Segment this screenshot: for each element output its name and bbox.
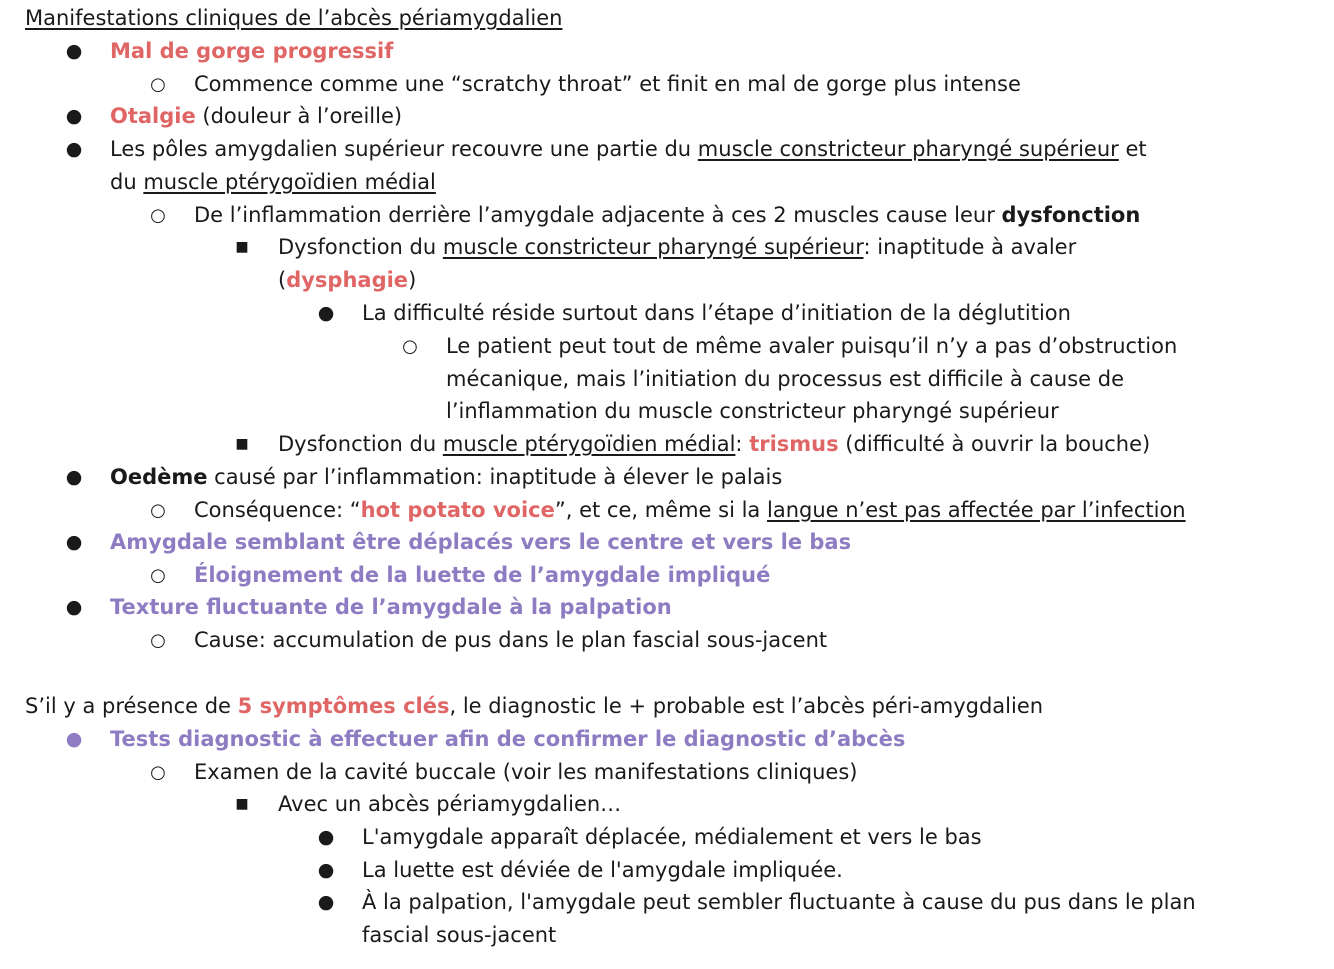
list-item (0, 756, 1334, 789)
cause-text: Cause: accumulation de pus dans le plan fascial sous-jacent (194, 628, 828, 652)
examen-text: Examen de la cavité buccale (voir les manifestations cliniques) (194, 760, 858, 784)
hot-potato-voice: hot potato voice (360, 498, 555, 522)
symptom-otalgie: Otalgie (110, 104, 196, 128)
inflammation-text-a: De l’inflammation derrière l’amygdale adjacente à ces 2 muscles cause leur (194, 203, 1002, 227)
oedeme-text (110, 461, 782, 494)
list-item (0, 624, 1334, 657)
difficulte-text: La difficulté réside surtout dans l’étape d’initiation de la déglutition (362, 301, 1071, 325)
mal-de-gorge-detail: Commence comme une “scratchy throat” et finit en mal de gorge plus intense (194, 72, 1021, 96)
poles-text-2 (110, 166, 436, 199)
bullet-dot: ● (317, 859, 335, 881)
list-item (0, 199, 1334, 232)
list-item (0, 494, 1334, 527)
link-muscle-constricteur: muscle constricteur pharyngé supérieur (697, 137, 1119, 161)
dys1-text-a: Dysfonction du (278, 235, 443, 259)
bullet-dot: ● (65, 466, 83, 488)
list-item (0, 788, 1334, 821)
list-item (0, 428, 1334, 461)
sign-3-line-2: fascial sous-jacent (362, 923, 557, 947)
list-item (0, 559, 1334, 592)
symptomes-cles: 5 symptômes clés (237, 694, 450, 718)
bullet-square: ■ (235, 796, 249, 812)
bullet-square: ■ (235, 239, 249, 255)
bullet-dot: ● (65, 531, 83, 553)
page-title: Manifestations cliniques de l’abcès périamygdalien (25, 6, 563, 30)
list-item-continuation (0, 264, 1334, 297)
symptom-dysphagie: dysphagie (286, 268, 409, 292)
sign-2: La luette est déviée de l'amygdale impliquée. (362, 858, 843, 882)
list-item (0, 723, 1334, 756)
inflammation-text (194, 199, 1140, 232)
oedeme-rest: causé par l’inflammation: inaptitude à élever le palais (207, 465, 783, 489)
list-item (0, 461, 1334, 494)
bullet-dot: ● (317, 826, 335, 848)
dys2-text-a: Dysfonction du (278, 432, 443, 456)
bullet-square: ■ (235, 436, 249, 452)
patient-text-3: l’inflammation du muscle constricteur pharyngé supérieur (446, 399, 1059, 423)
intro-text-b: , le diagnostic le + probable est l’abcès péri-amygdalien (449, 694, 1044, 718)
list-item (0, 68, 1334, 101)
bullet-circle: ○ (150, 762, 166, 783)
list-item (0, 854, 1334, 887)
link-muscle-pterygoidien: muscle ptérygoïdien médial (143, 170, 436, 194)
list-item (0, 231, 1334, 264)
bullet-dot: ● (65, 596, 83, 618)
bullet-dot: ● (65, 138, 83, 160)
symptom-trismus: trismus (749, 432, 839, 456)
dysphagie-text (278, 264, 416, 297)
otalgie-explanation: (douleur à l’oreille) (195, 104, 403, 128)
list-item-continuation (0, 166, 1334, 199)
bullet-circle: ○ (150, 565, 166, 586)
sign-3-line-1: À la palpation, l'amygdale peut sembler fluctuante à cause du pus dans le plan (362, 890, 1196, 914)
symptom-mal-de-gorge: Mal de gorge progressif (110, 39, 394, 63)
oedeme-bold: Oedème (110, 465, 208, 489)
paren-open: ( (278, 268, 287, 292)
sign-1: L'amygdale apparaît déplacée, médialement et vers le bas (362, 825, 982, 849)
patient-text-2: mécanique, mais l’initiation du processus est difficile à cause de (446, 367, 1124, 391)
bullet-circle: ○ (150, 74, 166, 95)
bullet-circle: ○ (402, 336, 418, 357)
poles-text-du: du (110, 170, 144, 194)
poles-text (110, 133, 1147, 166)
list-item (0, 526, 1334, 559)
paren-close: ) (408, 268, 417, 292)
cons-text-a: Conséquence: “ (194, 498, 361, 522)
bullet-circle: ○ (150, 205, 166, 226)
bullet-dot-purple: ● (65, 728, 83, 750)
list-item (0, 330, 1334, 363)
poles-text-et: et (1118, 137, 1147, 161)
dys1-text-b: : inaptitude à avaler (863, 235, 1077, 259)
list-item (0, 100, 1334, 133)
dysfonction-bold: dysfonction (1001, 203, 1141, 227)
avec-abces-text: Avec un abcès périamygdalien… (278, 792, 622, 816)
texture-fluctuante: Texture fluctuante de l’amygdale à la palpation (110, 595, 672, 619)
bullet-dot: ● (317, 891, 335, 913)
list-item-continuation (0, 919, 1334, 952)
list-item (0, 35, 1334, 68)
list-item (0, 133, 1334, 166)
link-muscle-pterygoidien-2: muscle ptérygoïdien médial (442, 432, 736, 456)
list-item (0, 821, 1334, 854)
dysfonction-pterygoidien-text (278, 428, 1150, 461)
cons-text-b: ”, et ce, même si la (554, 498, 767, 522)
link-langue: langue n’est pas affectée par l’infection (766, 498, 1186, 522)
dys2-text-b: (difficulté à ouvrir la bouche) (838, 432, 1151, 456)
section2-intro-line (0, 690, 1334, 723)
bullet-circle: ○ (150, 500, 166, 521)
poles-text-a: Les pôles amygdalien supérieur recouvre une partie du (110, 137, 698, 161)
list-item-continuation (0, 363, 1334, 396)
bullet-dot: ● (65, 40, 83, 62)
list-item (0, 591, 1334, 624)
otalgie-text (110, 100, 402, 133)
intro-text-a: S’il y a présence de (25, 694, 238, 718)
bullet-dot: ● (317, 302, 335, 324)
consequence-text (194, 494, 1186, 527)
list-item (0, 297, 1334, 330)
list-item (0, 886, 1334, 919)
patient-text-1: Le patient peut tout de même avaler puisqu’il n’y a pas d’obstruction (446, 334, 1178, 358)
title-line (0, 2, 1334, 35)
eloignement-luette: Éloignement de la luette de l’amygdale impliqué (194, 563, 771, 587)
amygdale-deplacee: Amygdale semblant être déplacés vers le centre et vers le bas (110, 530, 852, 554)
link-muscle-constricteur-2: muscle constricteur pharyngé supérieur (442, 235, 864, 259)
section2-intro (25, 690, 1043, 723)
list-item-continuation (0, 395, 1334, 428)
bullet-circle: ○ (150, 630, 166, 651)
dysfonction-constricteur-text (278, 231, 1076, 264)
tests-diagnostic: Tests diagnostic à effectuer afin de confirmer le diagnostic d’abcès (110, 727, 906, 751)
dys2-colon: : (735, 432, 750, 456)
bullet-dot: ● (65, 105, 83, 127)
